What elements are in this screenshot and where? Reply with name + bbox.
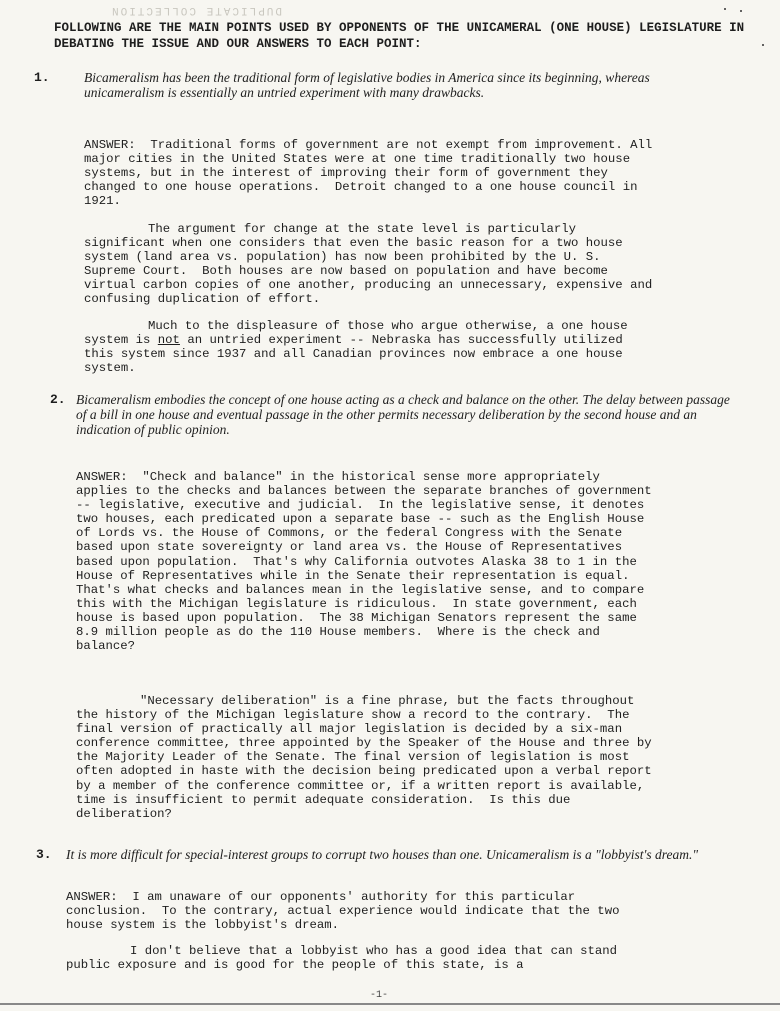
point-3-number: 3. <box>36 847 52 862</box>
answer-label: ANSWER: <box>66 890 118 904</box>
point-3-answer-p2: I don't believe that a lobbyist who has a good idea that can stand public exposure and is good for the people of this state, is a <box>66 944 625 973</box>
answer-label: ANSWER: <box>76 470 128 484</box>
point-2-answer-p1: "Check and balance" in the historical sense more appropriately applies to the checks and balances between the separate branches of government -- legislative, executive and judicial. In the legislative sense, it denotes two houses, each predicated upon a separate base -- such as the English House of Lords vs. the House of Commons, or the federal Congress with the Senate based upon state sovereignty or land area vs. the House of Representatives based upon population. That's why California outvotes Alaska 38 to 1 in the House of Representatives while in the Senate their representation is equal. That's what checks and balances mean in the legislative sense, and to compare this with the Michigan legislature is ridiculous. In state government, each house is based upon population. The 38 Michigan Senators represent the same 8.9 million people as do the 110 House members. Where is the check and balance? <box>76 470 659 654</box>
scan-speck <box>740 10 742 12</box>
faded-stamp: DUPLICATE COLLECTION <box>110 4 283 16</box>
answer-label: ANSWER: <box>84 138 136 152</box>
point-2-number: 2. <box>50 392 66 407</box>
scan-edge <box>0 1003 780 1005</box>
scan-speck <box>724 8 726 10</box>
point-1-answer-p3: Much to the displeasure of those who argue otherwise, a one house system is not an untried experiment -- Nebraska has successfully utilized this system since 1937 and all Canadian provinces now embrace a one house system. <box>84 319 636 376</box>
point-1-claim: Bicameralism has been the traditional form of legislative bodies in America since its beginning, whereas unicameralism is essentially an untried experiment with many drawbacks. <box>84 70 650 100</box>
point-1-answer <box>84 138 664 208</box>
point-3-answer <box>66 890 626 932</box>
point-1-number: 1. <box>34 70 50 85</box>
point-1-answer-p2: The argument for change at the state level is particularly significant when one considers that even the basic reason for a two house system (land area vs. population) has now been prohibited by the U. S. Supreme Court. Both houses are now based on population and have become virtual carbon copies of one another, producing an unnecessary, expensive and confusing duplication of effort. <box>84 222 660 307</box>
document-header: FOLLOWING ARE THE MAIN POINTS USED BY OPPONENTS OF THE UNICAMERAL (ONE HOUSE) LEGISLATURE IN DEBATING THE ISSUE AND OUR ANSWERS TO EACH POINT: <box>54 21 745 51</box>
point-3-claim: It is more difficult for special-interest groups to corrupt two houses than one. Unicameralism is a "lobbyist's dream." <box>66 847 699 862</box>
page-number: -1- <box>370 990 389 1001</box>
underlined-not: not <box>157 333 180 348</box>
scan-speck <box>762 44 764 46</box>
point-2-answer-p2: "Necessary deliberation" is a fine phrase, but the facts throughout the history of the Michigan legislature show a record to the contrary. The final version of practically all major legislation is decided by a six-man conference committee, three appointed by the Speaker of the House and three by the Majority Leader of the Senate. The final version of legislation is most often adopted in haste with the decision being predicated upon a verbal report by a member of the conference committee or, if a written report is available, time is insufficient to permit adequate consideration. Is this due deliberation? <box>76 694 659 821</box>
point-3-answer-p1: I am unaware of our opponents' authority for this particular conclusion. To the contrary, actual experience would indicate that the two house system is the lobbyist's dream. <box>66 890 627 933</box>
point-2-answer <box>76 470 659 654</box>
point-2-claim: Bicameralism embodies the concept of one house acting as a check and balance on the other. The delay between passage of a bill in one house and eventual passage in the other permits necessary deliberation by the second house and an indication of public opinion. <box>76 392 730 437</box>
point-1-answer-p1: Traditional forms of government are not exempt from improvement. All major cities in the United States were at one time traditionally two house systems, but in the interest of improving their form of government they changed to one house operations. Detroit changed to a one house council in 1921. <box>84 138 660 209</box>
